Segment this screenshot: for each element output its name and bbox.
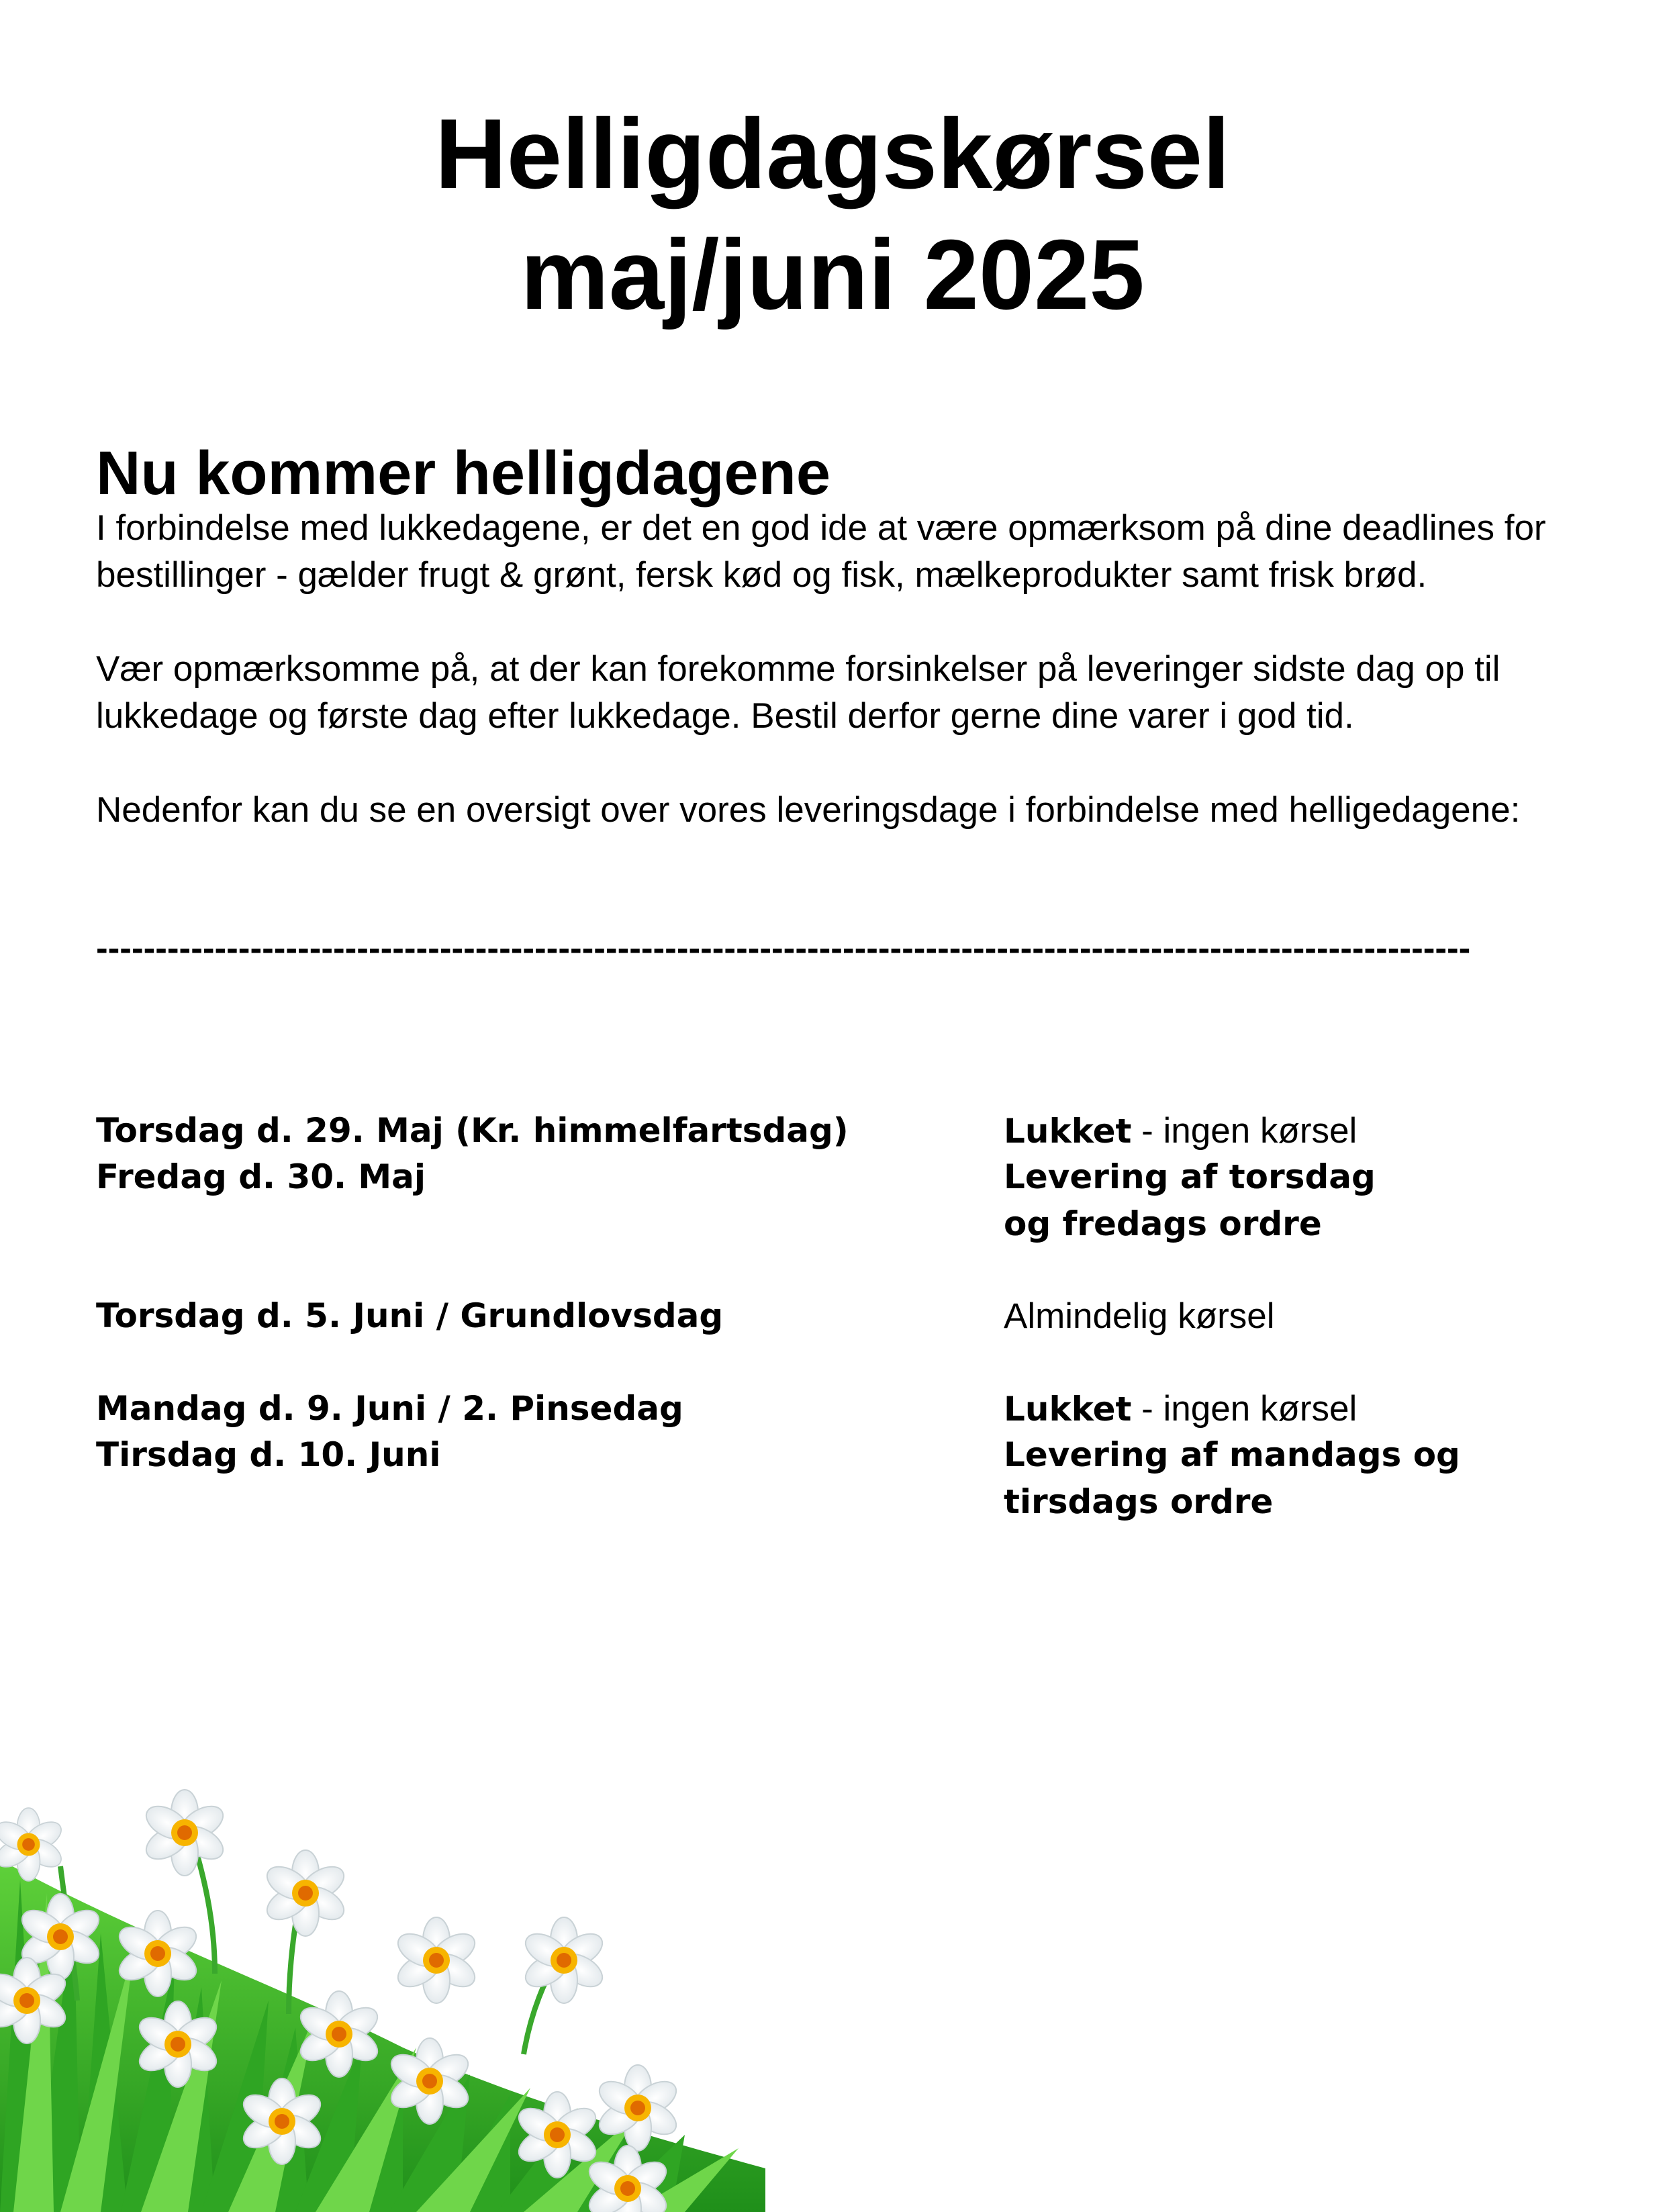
schedule-row: [96, 1386, 1573, 1432]
schedule-day: Torsdag d. 5. Juni / Grundlovsdag: [96, 1296, 724, 1335]
schedule-status: [1004, 1293, 1554, 1340]
intro-paragraph: I forbindelse med lukkedagene, er det en god ide at være opmærksom på dine deadlines for bestillinger - gælder frugt & grønt, fersk kød og fisk, mælkeprodukter samt frisk brød.: [96, 508, 1546, 595]
section-heading: Nu kommer helligdagene: [96, 439, 831, 508]
status-text: - ingen kørsel: [1131, 1389, 1358, 1429]
status-bold: Lukket: [1004, 1390, 1132, 1429]
schedule-day: Mandag d. 9. Juni / 2. Pinsedag: [96, 1389, 683, 1428]
status-text: Almindelig kørsel: [1004, 1296, 1275, 1336]
schedule-day: Fredag d. 30. Maj: [96, 1157, 426, 1196]
status-bold: Levering af torsdag og fredags ordre: [1004, 1157, 1376, 1243]
delivery-schedule: [96, 1108, 1573, 1525]
intro-text: [96, 505, 1573, 834]
dashed-divider: --------------------------------------------------------------------------------------------------------------------: [96, 928, 1471, 968]
schedule-day: Torsdag d. 29. Maj (Kr. himmelfartsdag): [96, 1111, 849, 1150]
schedule-row: [96, 1108, 1573, 1154]
status-text: - ingen kørsel: [1131, 1111, 1358, 1151]
status-bold: Lukket: [1004, 1112, 1132, 1151]
schedule-row: [96, 1432, 1573, 1525]
intro-paragraph: Nedenfor kan du se en oversigt over vores leveringsdage i forbindelse med helligedagene:: [96, 790, 1521, 830]
title-line-1: Helligdagskørsel: [434, 99, 1231, 209]
status-bold: Levering af mandags og tirsdags ordre: [1004, 1435, 1460, 1521]
daffodil-illustration: [0, 1759, 765, 2212]
document-title: [0, 94, 1665, 336]
schedule-status: [1004, 1108, 1554, 1155]
schedule-status: [1004, 1386, 1554, 1433]
schedule-row: [96, 1293, 1573, 1386]
intro-paragraph: Vær opmærksomme på, at der kan forekomme forsinkelser på leveringer sidste dag op til lukkedage og første dag efter lukkedage. Bestil derfor gerne dine varer i god tid.: [96, 649, 1501, 736]
schedule-status: [1004, 1154, 1407, 1247]
schedule-row: [96, 1154, 1573, 1293]
title-line-2: maj/juni 2025: [520, 220, 1145, 330]
schedule-day: Tirsdag d. 10. Juni: [96, 1435, 441, 1474]
schedule-status: [1004, 1432, 1474, 1525]
